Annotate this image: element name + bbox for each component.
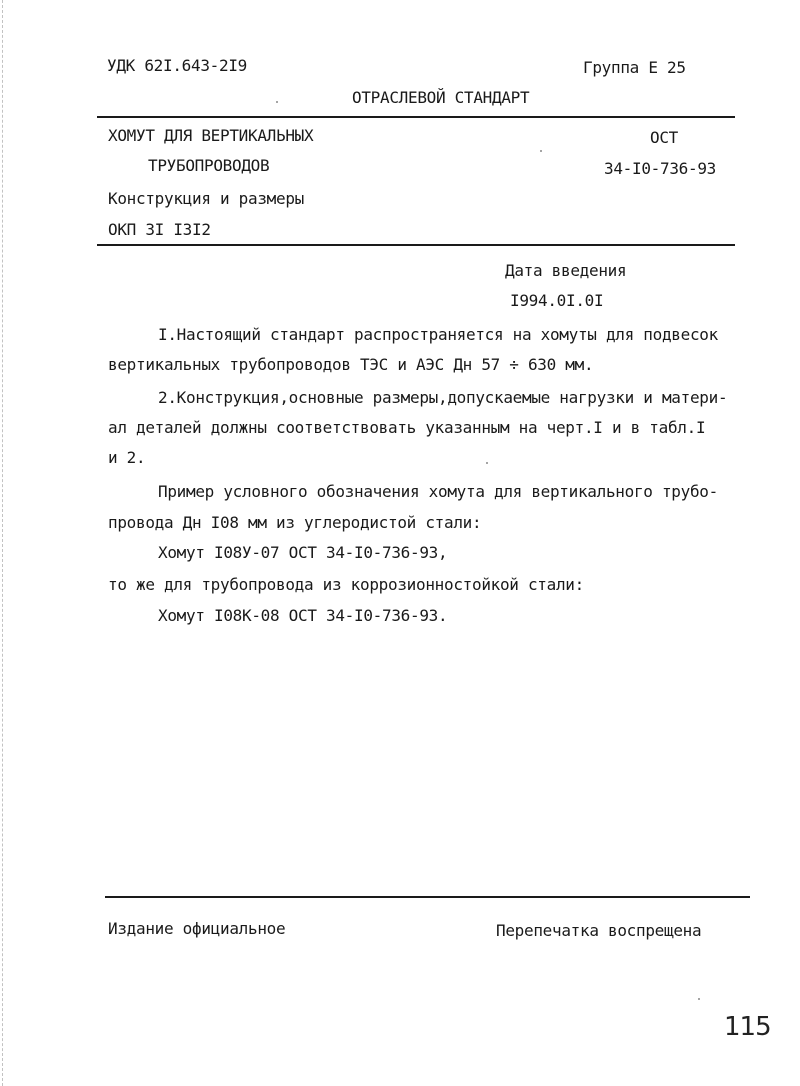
paragraph-1-line-2: вертикальных трубопроводов ТЭС и АЭС Дн 57 ÷ 630 мм. xyxy=(108,355,594,374)
reprint-note: Перепечатка воспрещена xyxy=(496,921,702,940)
intro-date-value: I994.0I.0I xyxy=(510,291,604,310)
title-bottom-rule xyxy=(97,244,735,246)
paragraph-3-line-1: Пример условного обозначения хомута для вертикального трубо- xyxy=(158,482,718,501)
paragraph-2-line-3: и 2. xyxy=(108,448,146,467)
scan-speck xyxy=(276,101,278,103)
example-designation-1: Хомут I08У-07 ОСТ 34-I0-736-93, xyxy=(158,543,448,562)
footer-rule xyxy=(105,896,750,898)
paragraph-4-line-1: то же для трубопровода из коррозионностойкой стали: xyxy=(108,575,584,594)
paragraph-2-line-2: ал деталей должны соответствовать указанным на черт.I и в табл.I xyxy=(108,418,706,437)
standard-type-heading: ОТРАСЛЕВОЙ СТАНДАРТ xyxy=(352,88,530,107)
title-line-2: ТРУБОПРОВОДОВ xyxy=(148,156,270,175)
scan-speck xyxy=(486,462,488,464)
ost-label: ОСТ xyxy=(650,128,678,147)
intro-date-label: Дата введения xyxy=(505,261,627,280)
group-code: Группа Е 25 xyxy=(583,58,686,77)
udk-code: УДК 62I.643-2I9 xyxy=(107,56,247,75)
scan-speck xyxy=(698,998,700,1000)
paragraph-3-line-2: провода Дн I08 мм из углеродистой стали: xyxy=(108,513,482,532)
subtitle: Конструкция и размеры xyxy=(108,189,304,208)
okp-code: ОКП 3I I3I2 xyxy=(108,220,211,239)
title-line-1: ХОМУТ ДЛЯ ВЕРТИКАЛЬНЫХ xyxy=(108,126,314,145)
scan-edge-mark xyxy=(2,0,4,1086)
scan-speck xyxy=(540,150,542,152)
ost-number: 34-I0-736-93 xyxy=(604,159,716,178)
top-rule xyxy=(97,116,735,118)
page-number: 115 xyxy=(724,1012,771,1042)
edition-note: Издание официальное xyxy=(108,919,286,938)
example-designation-2: Хомут I08К-08 ОСТ 34-I0-736-93. xyxy=(158,606,448,625)
paragraph-1-line-1: I.Настоящий стандарт распространяется на хомуты для подвесок xyxy=(158,325,718,344)
paragraph-2-line-1: 2.Конструкция,основные размеры,допускаемые нагрузки и матери- xyxy=(158,388,728,407)
